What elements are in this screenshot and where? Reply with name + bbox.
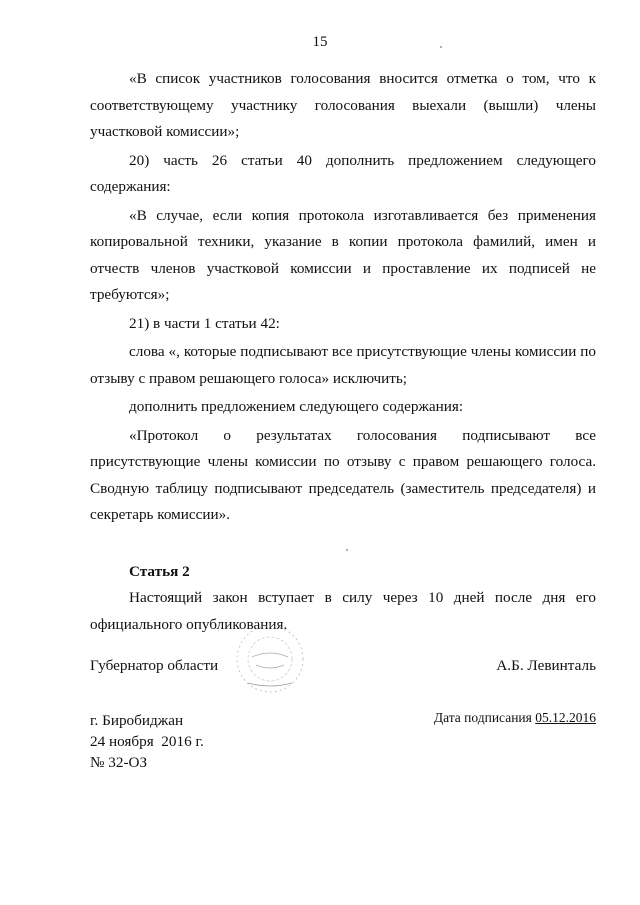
city-label: г. Биробиджан	[90, 712, 184, 729]
article-text: Настоящий закон вступает в силу через 10 дней после дня его официального опубликования.	[90, 589, 596, 633]
paragraph-4: 21) в части 1 статьи 42:	[129, 314, 280, 332]
page-number: 15	[312, 34, 328, 50]
signing-date-block	[434, 710, 596, 726]
paragraph-5: слова «, которые подписывают все присутствующие члены комиссии по отзыву с правом решающего голоса» исключить;	[90, 343, 596, 387]
document-body	[90, 66, 596, 640]
scan-speck	[440, 46, 442, 48]
signing-date-value: 05.12.2016	[535, 710, 596, 725]
signer-title: Губернатор области	[90, 657, 219, 674]
paragraph-3: «В случае, если копия протокола изготавливается без применения копировальной техники, указание в копии протокола фамилий, имен и отчеств членов участковой комиссии и проставление их подписей не требуются»;	[90, 206, 596, 303]
signature-block	[90, 657, 596, 687]
paragraph-1: «В список участников голосования вносится отметка о том, что к соответствующему участнику голосования выехали (вышли) члены участковой комиссии»;	[90, 70, 596, 140]
paragraph-6: дополнить предложением следующего содержания:	[129, 398, 464, 415]
signing-date-label: Дата подписания	[433, 710, 532, 725]
law-number: № 32-ОЗ	[90, 754, 148, 771]
date-label: 24 ноября 2016 г.	[90, 733, 204, 750]
signer-name: А.Б. Левинталь	[496, 657, 596, 674]
article-heading: Статья 2	[129, 562, 190, 580]
paragraph-7: «Протокол о результатах голосования подписывают все присутствующие члены комиссии по отзыву с правом решающего голоса. Сводную таблицу подписывают председатель (заместитель председателя) и секретарь комиссии».	[90, 426, 596, 523]
seal-stamp-icon	[230, 619, 310, 699]
document-meta	[90, 710, 204, 773]
scan-speck	[346, 549, 348, 551]
paragraph-2: 20) часть 26 статьи 40 дополнить предложением следующего содержания:	[90, 151, 596, 195]
